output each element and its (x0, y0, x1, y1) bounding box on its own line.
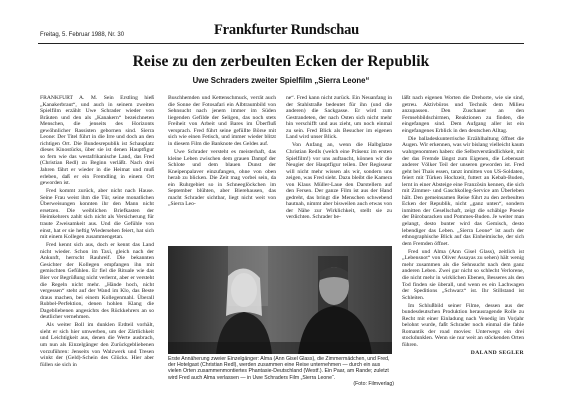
paragraph: Uwe Schrader versteht es meisterhaft, das kleine Leben zwischen dem grauen Dampf der Schlote und dem blauen Dunst der Kneipenpalaver einzufangen, ohne von oben herab zu blicken. Die Zeit mag vorbei sein, da ein Ruhrgebiet so in Schneeglöckchen im September blühten, aber Bierehausen, das macht Schrader sichtbar, liegt nicht weit von „Sierra Leo- (168, 148, 276, 208)
paragraph: Fred kennt sich aus, doch er kennt das Land nicht wieder. Schon im Taxi, gleich nach der Ankunft, herrscht Rauhreif. Die bekannten Gesichter der Kollegen empfangen ihn mit gemischten Gefühlen. Er fiel die Rituale wie das Bier vor Begrüßung nicht verlernt, aber er versteht die Regeln nicht mehr. „Hände hoch, nicht vergessen“ steht auf der Wand im Klo, das Beste draus machen, bei einem Kollegenmahl. Überall Rubbel-Perfektion, denen hohlen Klang die Dagebliebenen angesichts des Rückkehrers an so deutlicher vernehmen. (40, 242, 154, 321)
dateline: Freitag, 5. Februar 1988, Nr. 30 (40, 32, 125, 38)
caption-text: Erste Annäherung zweier Einzelgänger: Alma (Ann Gisel Glass), die Zimmermädchen, und Fred, der Hotelgast (Christian Redl), werden zusammen eine Reise unternehmen — durch ein aus vielen Orten zusammenmontiertes Phantasie-Deutschland (Westf.). Ein Paar, am Rande; zuletzt wird Fred auch Alma verlassen — in Uwe Schraders Film „Sierra Leone“. (168, 356, 390, 381)
newspaper-masthead: Frankfurter Rundschau (214, 22, 359, 38)
paragraph: Buschhemden und Kettenschmuck, verrät auch die Sonne der Fotosafari ein Albtraumbild von Sehnsucht nach jenem immer im Süden liegenden Gefilde der Seligen, das noch stets Freiheit von Arbeit und Bares im Überfluß versprach. Fred führt seine gefüllte Börse mit sich wie einen Fetisch, und immer wieder blitzt in diesem Film die Banknote des Geldes auf. (168, 95, 276, 147)
photo-credit: (Foto: Filmverlag) (353, 380, 394, 387)
paragraph: Fred kommt zurück, aber nicht nach Hause. Seine Frau weist ihm die Tür, seine monatlichen Überweisungen konnten ihr den Mann nicht ersetzen. Die weiblichen Briefkasten der Heimkehrers zahlt sich nicht als Versicherung für traute Zweisamkeit aus. Und die Gefühle von einst, hat er sie heftig Wiedersehen feiert, hat sich mit einem Kollegen zusammengetan. (40, 188, 154, 241)
article-headline: Reise zu den zerbeulten Ecken der Republik (132, 53, 430, 70)
paragraph: Die balladeskunterrische Erzählhaltung öffnet die Augen. Wir erkennen, was wir bislang vielleicht kaum wahrgenommen haben: die Selbstverständlichkeit, mit der das Fremde längst zum Eigenen, die Lebensart anderer Völker Teil der unseren geworden ist. Fred geht bei Thais essen, tanzt inmitten von US-Soldaten, feiert mit Türken Hochzeit, futtert an Kebab-Buden, lernt in einer Absteige eine Französin kennen, die sich mit Zimmer- und Gaschkolleg-Service am Überleben hält. Den gemeinsamen Reise führt zu den zerbeulten Ecken der Republik, nicht „ganz unten“, sondern inmitten der Gesellschaft, zeigt die schäbige Poesie der Bürobaracken und Pommes-Buden. Je weiter man gelangt, desto bunter wird das Gemisch, desto lebendiger das Leben. „Sierra Leone“ ist auch der ethnographische Blick auf das Einheimische, der sich dem Fremden öffnet. (402, 135, 524, 247)
film-still-photo (168, 246, 392, 354)
paragraph: Fred und Alma (Ann Gisel Glass), zeitlich ist „Lebensnot“ von Oliver Assayas zu sehen) hält wenig mehr zusammen als die Sehnsucht nach dem ganz anderen Leben. Zwei gar nicht so schlecht Verlorene, die nicht mehr in wirklichen Ebenen, Besseres als den Tod finden sie überall, und wenn es ein Lachwagen der Speditions „Schwarz“ ist. Ihr Stillstand ist Schleiten. (402, 248, 524, 301)
article-column-4 (402, 95, 524, 387)
paragraph: FRANKFURT A. M. Sein Erstling hieß „Kanakerbraut“, und auch in seinem zweiten Spielfilm erzählt Uwe Schrader wieder von Bräuten und den als „Kanakern“ bezeichneten Menschen, die jenseits des Horizonts gewöhnlicher Rassisten gebornen sind. Sierra Leone: Der Titel führt in die Irre und doch an den richtigen Ort. Die Bundesrepublik ist Schauplatz dieses Kinostücks, über sie ist denen Hauptfigur so fern wie das westafrikanische Land, das Fred (Christian Redl) zu Beginn verläßt. Nach drei Jahren fährt er wieder in die Heimat und muß erleben, daß er ein Fremdling in einem Ort geworden ist. (40, 95, 154, 187)
article-subhead: Uwe Schraders zweiter Spielfilm „Sierra Leone“ (192, 76, 370, 85)
paragraph: Von Anfang an, wenn die Halbglatze Christian Redls (welch eine Präsenz im ersten Spielfilm!) vor uns auftaucht, können wir die Neugier der Hauptfigur teilen. Der Regisseur will nicht mehr wissen als wir, sondern uns zeigen, was Fred sieht. Dazu bleibt die Kamera von Klaus Müller-Laue den Darstellern auf den Fersen. Der ganze Film ist aus der Hand gedreht, das bringt die Menschen schwebend hautnah, nimmt aber bisweilen auch etwas von der Nähe zur Wirklichkeit, stellt sie zu verdichten. Schrader be- (286, 142, 392, 221)
paragraph: Im Schlußbild seiner Filme, dessen aus der bundesdeutschen Produktion herausragende Rolle zu Recht mit einer Einladung nach Venedig im Vorjahr belohnt wurde, faßt Schrader noch einmal die fahle Romantik der road movies: Unterwegs ein drei stockdunklen. Wenn sie nur weit an stöckenden Orten führen. (402, 302, 524, 349)
article-column-3 (286, 95, 392, 245)
paragraph: Als weiter Boll im dunklen Erdteil vorhält, sieht er sich hier umwerben, um der Zärtlichkeit und Leichtigkeit aus, denen die Werte ausbrach, um nun als Einzelgänger den Zurückgebliebenen vorzuführen: Jenseits von Walzwerk und Tresen winkt der (Geld)-Schein des Glücks. Hier aber füllen sie sich in (40, 322, 154, 368)
paragraph: läßt nach eigenen Worten die Drehorte, wie sie sind, getreu. Aktivbüros und Technik dem Milieu anzupassen. Den Zuschauer an den Fernsehbildschirmen, Reaktionen zu finden, die eingefangen sind. Dem Aufgang aller ist ein eingefangenes Erblick in den deutschen Alltag. (402, 95, 524, 134)
paragraph: ne“. Fred kann nicht zurück. Ein Neuanfang in der Stahlstraße bedeutet für ihn (und die anderen) die Sackgasse. Er wird zum Gestrandeten, der nach Osten sich nicht mehr hin verschifft und aus zieht, um noch einmal zu sein. Fred Blick als Besucher im eigenen Land wird unser Blick. (286, 95, 392, 141)
photo-caption (168, 356, 394, 387)
article-column-1 (40, 95, 154, 387)
article-column-2 (168, 95, 276, 245)
masthead-rule (38, 43, 524, 44)
author-byline: DALAND SEGLER (470, 350, 524, 357)
film-still-illustration (168, 246, 392, 354)
